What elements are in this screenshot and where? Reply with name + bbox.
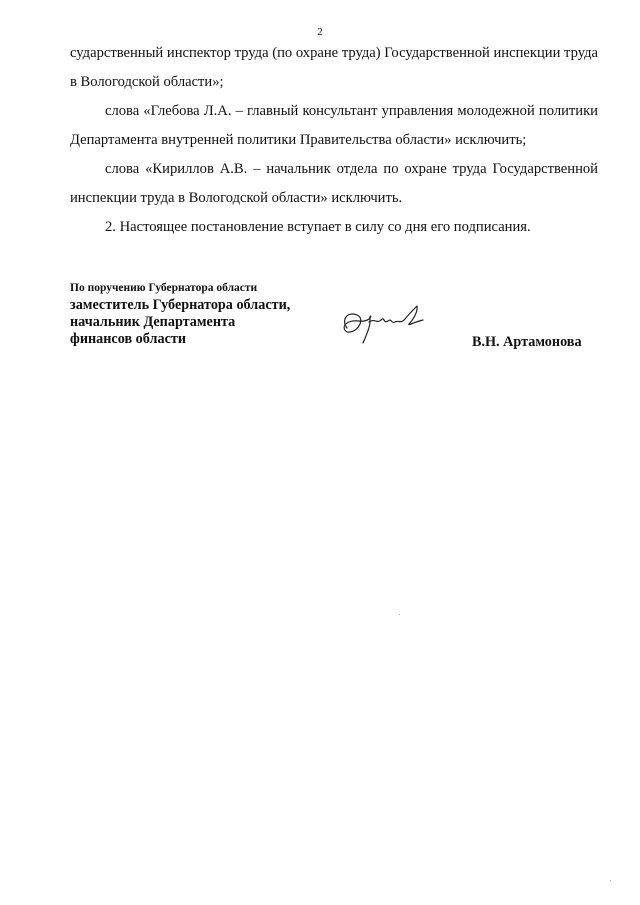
signatory-position-line2: начальник Департамента [70,314,236,330]
paragraph-continuation: сударственный инспектор труда (по охране труда) Государственной инспекции труда в Вологодской области»; [70,45,598,90]
paragraph-kirillov: слова «Кириллов А.В. – начальник отдела по охране труда Государственной инспекции труда в Вологодской области» исключить. [70,161,598,206]
scan-speck [399,614,400,615]
scan-speck [610,880,611,881]
signatory-position-line1: заместитель Губернатора области, [70,297,291,313]
paragraph-glebova: слова «Глебова Л.А. – главный консультант управления молодежной политики Департамента внутренней политики Правительства области» исключить; [70,103,598,148]
signatory-name: В.Н. Артамонова [472,334,582,350]
handwritten-signature [333,298,433,348]
signature-on-behalf: По поручению Губернатора области [70,282,258,294]
document-body [70,39,598,242]
signatory-position-line3: финансов области [70,331,187,347]
page-number: 2 [317,26,323,38]
paragraph-effective-date: 2. Настоящее постановление вступает в силу со дня его подписания. [105,219,531,235]
